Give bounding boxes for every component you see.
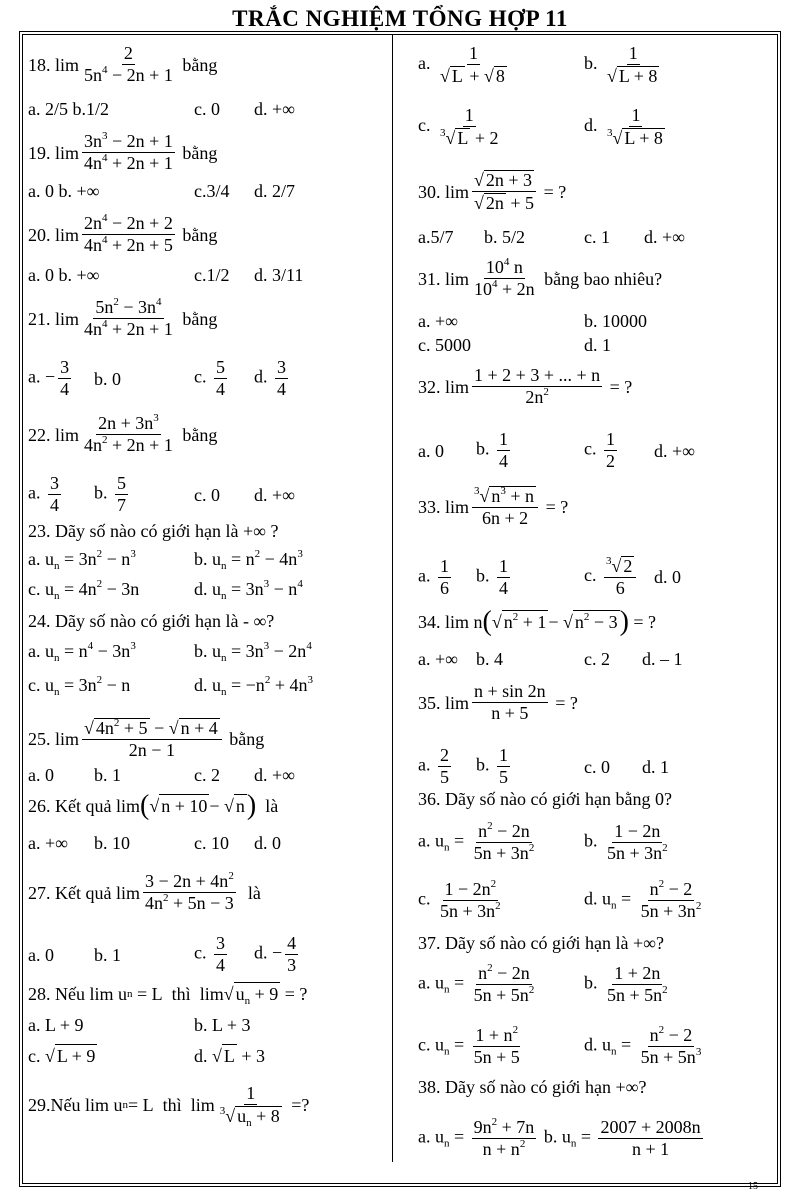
question-38: 38. Dãy số nào có giới hạn +∞? (418, 1077, 647, 1097)
answers-20: a. 0 b. +∞ c.1/2 d. 3/11 (28, 265, 304, 285)
question-34: 34. lim n ( √ $n^2 + 1$ − √ $n^2 - 3$ ) = ? (418, 605, 657, 637)
answers-30: a.5/7 b. 5/2 c. 1 d. +∞ (418, 227, 685, 247)
question-33: 33. lim $\frac{^3√ n^3 + n}{6n + 2}$ = ? (418, 485, 569, 528)
question-26: 26. Kết quả lim ( √ n + 10 − √ n ) là (28, 789, 279, 821)
answers-36ab: a. $u_n$ = $\frac{n^2 - 2n}{5n + 3n^2}$ b. $\frac{1 - 2n}{5n + 3n^2}$ (418, 820, 668, 863)
question-31: 31. lim $10^4$ n $10^4 + 2n$ bằng bao nhiêu? (418, 256, 663, 299)
answers-29ab: a. $\frac{1}{√ L + √ 8}$ b. $\frac{1}{√ L + 8}$ (418, 43, 658, 86)
question-30: 30. lim $\frac{√ 2n + 3}{√ 2n + 5}$ = ? (418, 170, 567, 213)
answers-32: a. 0 b. $\frac{1}{4}$ c. $\frac{1}{2}$ d. +∞ (418, 429, 695, 471)
answers-27: a. 0 b. 1 c. $\frac{3}{4}$ d. − $\frac{4}{3}$ (28, 933, 297, 975)
answers-31ab: a. +∞ b. 10000 (418, 311, 647, 331)
question-20: 20. lim $2n^4 - 2n + 2$ $4n^4 + 2n + 5$ bằng (28, 212, 218, 255)
answers-28cd: c. √ L + 9 d. √ L + 3 (28, 1046, 266, 1066)
answers-22: a. $\frac{3}{4}$ b. $\frac{5}{7}$ c. 0 d. +∞ (28, 473, 295, 515)
answers-25: a. 0 b. 1 c. 2 d. +∞ (28, 765, 295, 785)
answers-28ab: a. L + 9 b. L + 3 (28, 1015, 251, 1035)
question-22: 22. lim $2n + 3n^3$ $4n^2 + 2n + 1$ bằng (28, 412, 218, 455)
answers-35: a. $\frac{2}{5}$ b. $\frac{1}{5}$ c. 0 d. 1 (418, 745, 669, 787)
answers-24cd: c. $u_n = 3n^2 - n$ d. $u_n = -n^2 + 4n^3$ (28, 674, 313, 698)
answers-21: a. − $\frac{3}{4}$ b. 0 c. $\frac{5}{4}$ d. $\frac{3}{4}$ (28, 357, 286, 399)
answers-23cd: c. $u_n = 4n^2 - 3n$ d. $u_n = 3n^3 - n^4$ (28, 578, 303, 602)
page-title: TRẮC NGHIỆM TỔNG HỢP 11 (232, 6, 568, 31)
answers-19: a. 0 b. +∞ c.3/4 d. 2/7 (28, 181, 296, 201)
page-number: 15 (748, 1181, 758, 1192)
question-29: 29.Nếu lim u n = L thì lim $\frac{1}{^3√ u_n + 8}$ =? (28, 1083, 310, 1129)
column-divider (392, 34, 393, 1162)
question-23: 23. Dãy số nào có giới hạn là +∞ ? (28, 521, 279, 541)
answers-31cd: c. 5000 d. 1 (418, 335, 611, 355)
answers-18: a. 2/5 b.1/2 c. 0 d. +∞ (28, 99, 295, 119)
answers-37ab: a. $u_n$ = $\frac{n^2 - 2n}{5n + 5n^2}$ b. $\frac{1 + 2n}{5n + 5n^2}$ (418, 962, 668, 1005)
answers-33: a. $\frac{1}{6}$ b. $\frac{1}{4}$ c. $\frac{^3√ 2}{6}$ d. 0 (418, 555, 681, 598)
question-36: 36. Dãy số nào có giới hạn bằng 0? (418, 789, 672, 809)
question-37: 37. Dãy số nào có giới hạn là +∞? (418, 933, 664, 953)
answers-36cd: c. $\frac{1 - 2n^2}{5n + 3n^2}$ d. $u_n$ = $\frac{n^2 - 2}{5n + 3n^2}$ (418, 878, 702, 921)
question-28: 28. Nếu lim u n = L thì lim √ $u_n + 9$ = ? (28, 983, 308, 1007)
question-32: 32. lim $\frac{1 + 2 + 3 + ... + n}{2n^2}$ = ? (418, 365, 633, 407)
inner-border (22, 34, 778, 1184)
question-24: 24. Dãy số nào có giới hạn là - ∞? (28, 611, 275, 631)
answers-23ab: a. $u_n = 3n^2 - n^3$ b. $u_n = n^2 - 4n^3$ (28, 548, 303, 572)
question-25: 25. lim √ $4n^2 + 5$ − √ n + 4 2n − 1 bằng (28, 717, 265, 760)
answers-34: a. +∞ b. 4 c. 2 d. – 1 (418, 649, 683, 669)
answers-26: a. +∞ b. 10 c. 10 d. 0 (28, 833, 281, 853)
question-18: 18. lim 2 $5n^4 - 2n + 1$ bằng (28, 43, 218, 85)
answers-24ab: a. $u_n = n^4 - 3n^3$ b. $u_n = 3n^3 - 2n^4$ (28, 640, 312, 664)
answers-29cd: c. $\frac{1}{^3√ L + 2}$ d. $\frac{1}{^3√ L + 8}$ (418, 105, 663, 148)
question-21: 21. lim $5n^2 - 3n^4$ $4n^4 + 2n + 1$ bằng (28, 296, 218, 339)
question-35: 35. lim $\frac{n + \sin 2n}{n + 5}$ = ? (418, 681, 578, 723)
answers-38: a. $u_n$ = $\frac{9n^2 + 7n}{n + n^2}$ b. $u_n$ = $\frac{2007 + 2008n}{n + 1}$ (418, 1116, 701, 1159)
question-19: 19. lim $3n^3 - 2n + 1$ $4n^4 + 2n + 1$ bằng (28, 130, 218, 173)
question-27: 27. Kết quả lim $3 - 2n + 4n^2$ $4n^2 + 5n - 3$ là (28, 870, 261, 913)
answers-37cd: c. $u_n$ = $\frac{1 + n^2}{5n + 5}$ d. $u_n$ = $\frac{n^2 - 2}{5n + 5n^3}$ (418, 1024, 702, 1067)
